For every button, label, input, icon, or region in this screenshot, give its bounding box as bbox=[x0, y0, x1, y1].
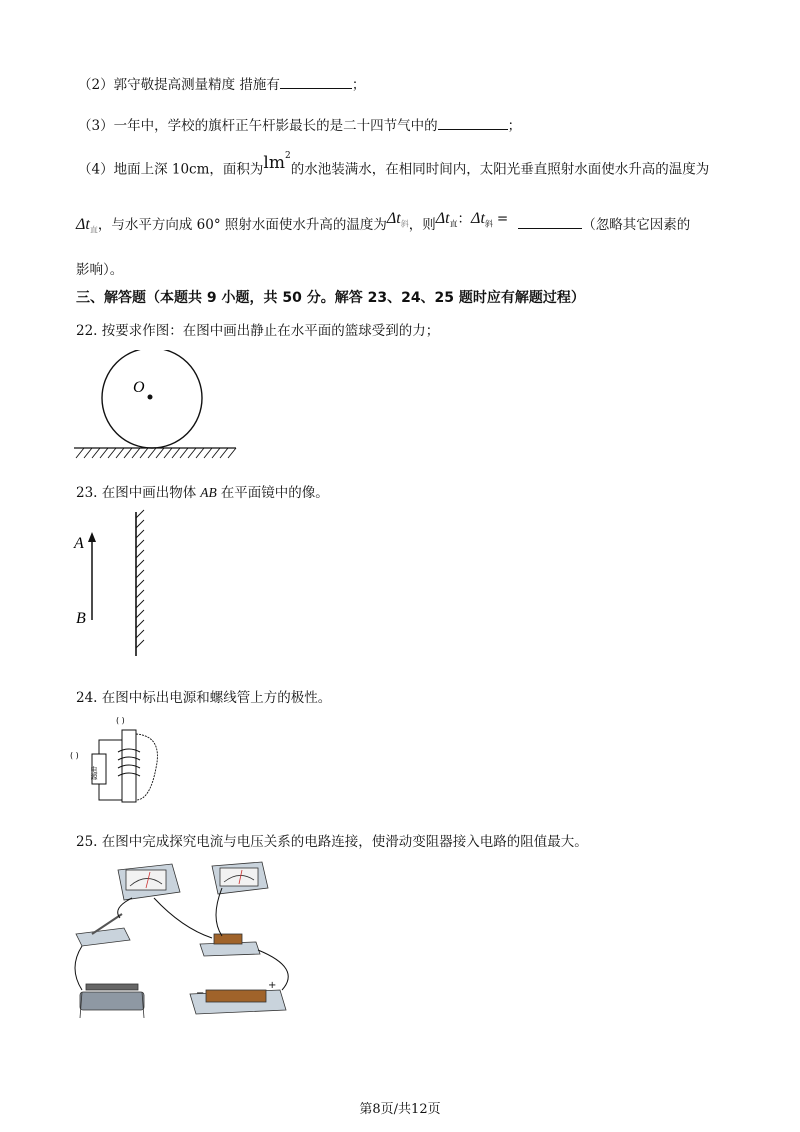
q21-item4-line1 bbox=[78, 151, 710, 180]
q21-item4-text-e: （忽略其它因素的 bbox=[582, 217, 691, 233]
q21-item4-text-c: ，与水平方向成 60° 照射水面使水升高的温度为 bbox=[97, 217, 387, 233]
battery-minus: − bbox=[196, 988, 205, 999]
area-unit: lm bbox=[263, 152, 285, 173]
answer-blank[interactable] bbox=[518, 214, 582, 229]
center-point bbox=[148, 395, 153, 400]
answer-blank[interactable] bbox=[438, 115, 508, 130]
solenoid-figure bbox=[68, 712, 168, 812]
knife-switch bbox=[76, 914, 130, 946]
q22-text: 22. 按要求作图：在图中画出静止在水平面的篮球受到的力； bbox=[76, 323, 440, 339]
ratio-colon: ： bbox=[457, 211, 472, 227]
delta-t-symbol: Δt bbox=[386, 210, 401, 227]
q21-item4-line2 bbox=[76, 210, 691, 241]
source-label: 电源 bbox=[90, 766, 98, 780]
delta-t-symbol: Δt bbox=[471, 210, 485, 227]
q23-object-name: AB bbox=[200, 485, 217, 500]
q21-item4-text-d: ，则 bbox=[408, 217, 436, 233]
field-line bbox=[136, 734, 157, 800]
q25-text: 25. 在图中完成探究电流与电压关系的电路连接，使滑动变阻器接入电路的阻值最大。 bbox=[76, 834, 588, 850]
q21-item4-text-b: 的水池装满水，在相同时间内，太阳光垂直照射水面使水升高的温度为 bbox=[290, 161, 710, 178]
label-a: A bbox=[74, 535, 84, 552]
delta-t-symbol: Δt bbox=[435, 210, 450, 227]
q21-item3 bbox=[78, 115, 521, 136]
q21-item2-text: （2）郭守敬提高测量精度 措施有 bbox=[78, 77, 280, 93]
battery-plus: + bbox=[268, 980, 277, 991]
center-label: O bbox=[133, 379, 145, 396]
basketball-figure bbox=[70, 350, 245, 466]
mirror-figure bbox=[70, 508, 160, 658]
mirror-hatching bbox=[136, 510, 144, 648]
area-unit-exponent: 2 bbox=[284, 151, 291, 161]
q21-item3-text: （3）一年中，学校的旗杆正午杆影最长的是二十四节气中的 bbox=[78, 118, 438, 134]
ratio-equals: = bbox=[496, 211, 509, 227]
battery-pack bbox=[190, 980, 286, 1014]
q21-item4-text-a: （4）地面上深 10cm，面积为 bbox=[78, 161, 264, 178]
basketball-circle bbox=[102, 350, 202, 448]
arrow-head bbox=[88, 532, 96, 542]
q21-item4-line3 bbox=[76, 260, 123, 280]
q23-text bbox=[76, 483, 329, 503]
delta-t-subscript: 直 bbox=[449, 219, 458, 229]
delta-t-subscript: 直 bbox=[89, 225, 98, 235]
q21-item4-text-f: 影响）。 bbox=[76, 262, 124, 278]
source-paren: ( ) bbox=[70, 751, 79, 760]
delta-t-subscript: 斜 bbox=[400, 219, 409, 229]
q21-item3-end: ； bbox=[507, 118, 522, 134]
ammeter bbox=[118, 864, 180, 900]
circuit-figure bbox=[72, 858, 302, 1028]
q24-text: 24. 在图中标出电源和螺线管上方的极性。 bbox=[76, 690, 332, 706]
delta-t-subscript: 斜 bbox=[484, 219, 493, 229]
page-number: 第8页/共12页 bbox=[359, 1102, 441, 1117]
ground-hatching bbox=[76, 448, 236, 458]
answer-blank[interactable] bbox=[280, 74, 352, 89]
solenoid-top-paren: ( ) bbox=[116, 716, 125, 725]
q21-item2 bbox=[78, 74, 365, 95]
q21-item2-end: ； bbox=[351, 77, 366, 93]
voltmeter bbox=[212, 862, 268, 894]
section-heading: 三、解答题（本题共 9 小题，共 50 分。解答 23、24、25 题时应有解题过程） bbox=[76, 290, 585, 306]
label-b: B bbox=[76, 610, 86, 627]
solenoid-coils bbox=[118, 749, 140, 776]
rheostat bbox=[80, 984, 144, 1018]
q23-text-a: 23. 在图中画出物体 bbox=[76, 485, 197, 501]
q23-text-b: 在平面镜中的像。 bbox=[220, 485, 329, 501]
delta-t-symbol: Δt bbox=[76, 216, 90, 233]
